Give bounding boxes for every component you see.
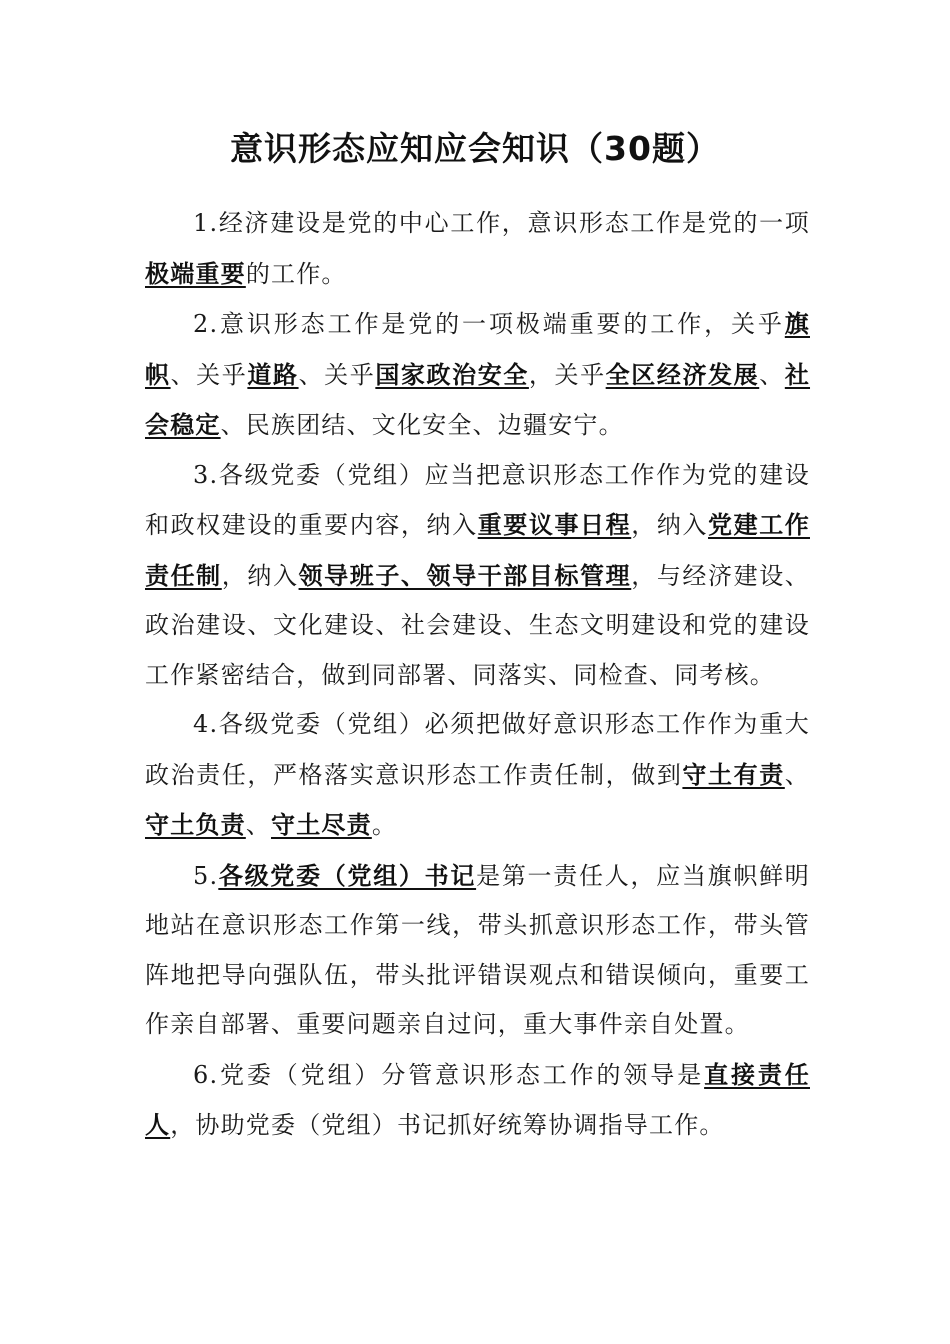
key-phrase: 社会稳定 [145,359,811,439]
paragraph-1 [145,199,810,299]
document-title: 意识形态应知应会知识（30题） [230,129,720,168]
text-segment: 1.经济建设是党的中心工作，意识形态工作是党的一项 [193,209,810,237]
key-phrase: 全区经济发展 [605,359,760,389]
key-phrase: 国家政治安全 [375,359,529,389]
paragraph-5 [145,851,810,1050]
text-segment: 、关乎 [298,360,376,389]
text-segment: 的工作。 [245,259,347,288]
text-segment: 是第一责任人，应当旗帜鲜明地站在意识形态工作第一线，带头抓意识形态工作，带头管阵地把导向强队伍，带头批评错误观点和错误倾向，重要工作亲自部署、重要问题亲自过问，重大事件亲自处置。 [145,861,810,1038]
text-segment: ，协助党委（党组）书记抓好统筹协调指导工作。 [170,1111,725,1139]
text-segment: 、民族团结、文化安全、边疆安宁。 [220,411,624,439]
text-segment: ，与经济建设、政治建设、文化建设、社会建设、生态文明建设和党的建设工作紧密结合，做到同部署、同落实、同检查、同考核。 [145,561,810,689]
text-segment: ，纳入 [631,511,709,539]
text-segment: 、 [784,760,810,789]
text-segment: ，关乎 [528,360,606,389]
paragraph-6 [145,1050,810,1151]
text-segment: 5. [193,861,219,890]
key-phrase: 领导班子、领导干部目标管理 [298,560,632,590]
text-segment: ，纳入 [221,561,299,590]
key-phrase: 道路 [247,359,299,389]
text-segment: 6.党委（党组）分管意识形态工作的领导是 [193,1060,705,1089]
text-segment: 3.各级党委（党组）应当把意识形态工作作为党的建设和政权建设的重要内容，纳入 [145,460,810,539]
key-phrase: 重要议事日程 [477,510,632,539]
key-phrase: 守土尽责 [271,810,372,839]
key-phrase: 各级党委（党组）书记 [218,860,477,890]
paragraph-4 [145,700,810,851]
key-phrase: 极端重要 [145,258,246,288]
key-phrase: 旗帜 [145,309,810,389]
key-phrase: 党建工作责任制 [145,510,810,590]
text-segment: 。 [371,811,398,839]
text-segment: 、 [245,811,272,839]
paragraph-2 [145,299,810,451]
text-segment: 4.各级党委（党组）必须把做好意识形态工作作为重大政治责任，严格落实意识形态工作责任制，做到 [145,710,810,789]
key-phrase: 守土有责 [682,759,785,789]
text-segment: 、 [759,360,785,389]
key-phrase: 直接责任人 [145,1059,810,1139]
text-segment: 、关乎 [170,360,248,389]
document-body [145,199,810,1151]
key-phrase: 守土负责 [145,810,246,839]
paragraph-3 [145,451,810,701]
text-segment: 2.意识形态工作是党的一项极端重要的工作，关乎 [193,310,785,338]
